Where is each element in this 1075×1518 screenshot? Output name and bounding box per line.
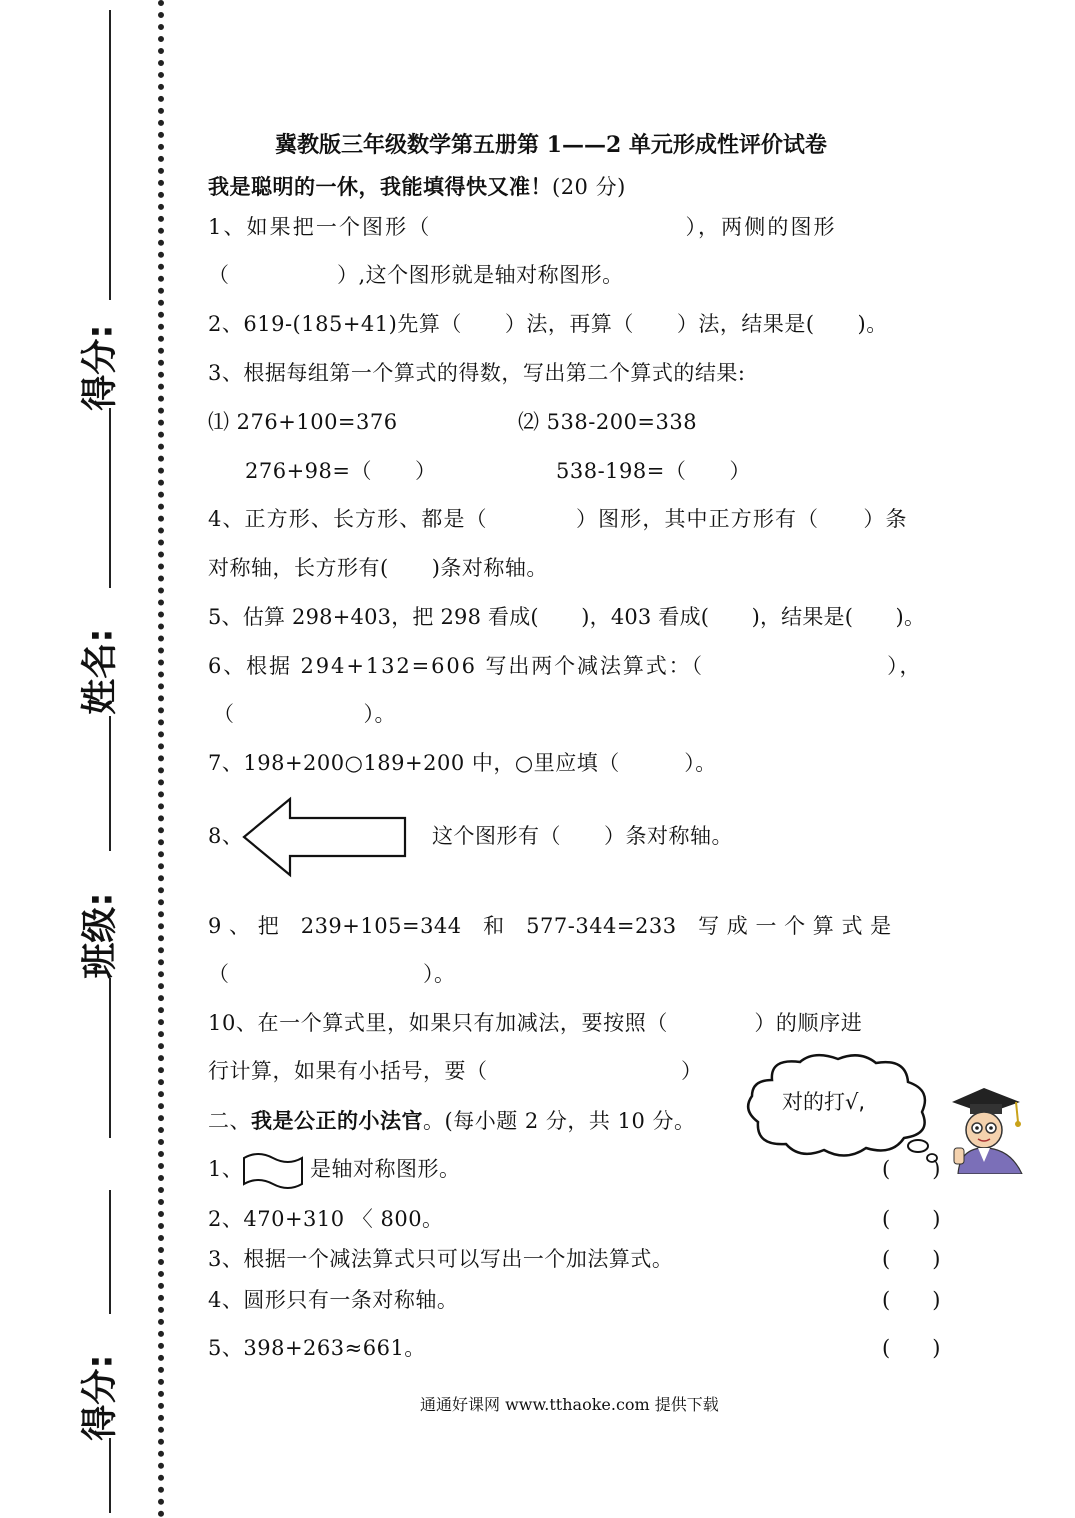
judge5-text: 5、398+263≈661。 <box>208 1336 426 1360</box>
judge3-text: 3、根据一个减法算式只可以写出一个加法算式。 <box>208 1247 674 1271</box>
score-underline-mid <box>109 1190 111 1314</box>
score-underline-bottom <box>109 1438 111 1513</box>
q9-line2: （ ）。 <box>208 962 456 986</box>
section1-heading-line <box>208 171 626 201</box>
section1-heading: 我是聪明的一休，我能填得快又准！ <box>208 174 552 199</box>
section1-points: (20 分) <box>552 175 626 199</box>
scholar-cartoon-icon <box>944 1082 1028 1174</box>
q6-line1: 6、根据 294+132=606 写出两个减法算式：（ ）， <box>208 654 923 678</box>
binding-dotted-line <box>158 0 164 1518</box>
judge5-answer-bracket[interactable]: ( ) <box>882 1336 941 1360</box>
judge4-answer-bracket[interactable]: ( ) <box>882 1288 941 1312</box>
q6-line2: （ ）。 <box>213 702 396 726</box>
section2-points: 。(每小题 2 分，共 10 分。 <box>423 1109 696 1133</box>
q10-line1: 10、在一个算式里，如果只有加减法，要按照（ ）的顺序进 <box>208 1011 863 1035</box>
q3-sub2-answer: 538-198=（ ） <box>556 459 751 483</box>
class-underline-top <box>109 716 111 851</box>
q8-text: 这个图形有（ ）条对称轴。 <box>432 824 733 848</box>
section2-prefix: 二、 <box>208 1109 251 1133</box>
cloud-text: 对的打√, <box>782 1090 866 1114</box>
score-label-top: 得分: <box>79 324 121 411</box>
q10-line2: 行计算，如果有小括号，要（ ） <box>208 1059 703 1083</box>
q3-sub1-answer: 276+98=（ ） <box>245 459 437 483</box>
q8-number: 8、 <box>208 824 244 848</box>
section2-heading: 我是公正的小法官 <box>251 1108 423 1133</box>
left-arrow-figure <box>240 796 410 878</box>
q3-sub1: ⑴ 276+100=376 <box>208 410 398 434</box>
q7-line: 7、198+200○189+200 中，○里应填（ ）。 <box>208 751 717 775</box>
judge2-answer-bracket[interactable]: ( ) <box>882 1207 941 1231</box>
name-underline-top <box>109 408 111 588</box>
judge1-number: 1、 <box>208 1157 244 1181</box>
name-label: 姓名: <box>79 628 121 715</box>
class-underline-bottom <box>109 978 111 1138</box>
class-label: 班级: <box>79 892 121 979</box>
judge4-text: 4、圆形只有一条对称轴。 <box>208 1288 459 1312</box>
page-title: 冀教版三年级数学第五册第 1——2 单元形成性评价试卷 <box>275 132 827 158</box>
q3-sub2: ⑵ 538-200=338 <box>518 410 698 434</box>
q2-line: 2、619-(185+41)先算（ ）法，再算（ ）法，结果是( )。 <box>208 312 888 336</box>
q1-line2: （ ）,这个图形就是轴对称图形。 <box>208 263 624 287</box>
score-underline-top <box>109 10 111 300</box>
judge3-answer-bracket[interactable]: ( ) <box>882 1247 941 1271</box>
section2-heading-line <box>208 1105 695 1135</box>
judge2-text: 2、470+310 〈 800。 <box>208 1207 444 1231</box>
q4-line1: 4、正方形、长方形、都是（ ）图形，其中正方形有（ ）条 <box>208 507 908 531</box>
q9-line1: 9 、 把 239+105=344 和 577-344=233 写 成 一 个 算 式 是 <box>208 914 892 938</box>
q1-line1: 1、如果把一个图形（ ），两侧的图形 <box>208 215 837 239</box>
judge1-answer-bracket[interactable]: ( ) <box>882 1157 941 1181</box>
judge1-text: 是轴对称图形。 <box>310 1157 461 1181</box>
wavy-flag-shape <box>242 1150 304 1190</box>
q5-line: 5、估算 298+403，把 298 看成( )，403 看成( )，结果是( )。 <box>208 605 926 629</box>
score-label-bottom: 得分: <box>79 1354 121 1441</box>
q4-line2: 对称轴，长方形有( )条对称轴。 <box>208 556 548 580</box>
q3-line: 3、根据每组第一个算式的得数，写出第二个算式的结果: <box>208 361 746 385</box>
footer-source: 通通好课网 www.tthaoke.com 提供下载 <box>420 1395 719 1414</box>
